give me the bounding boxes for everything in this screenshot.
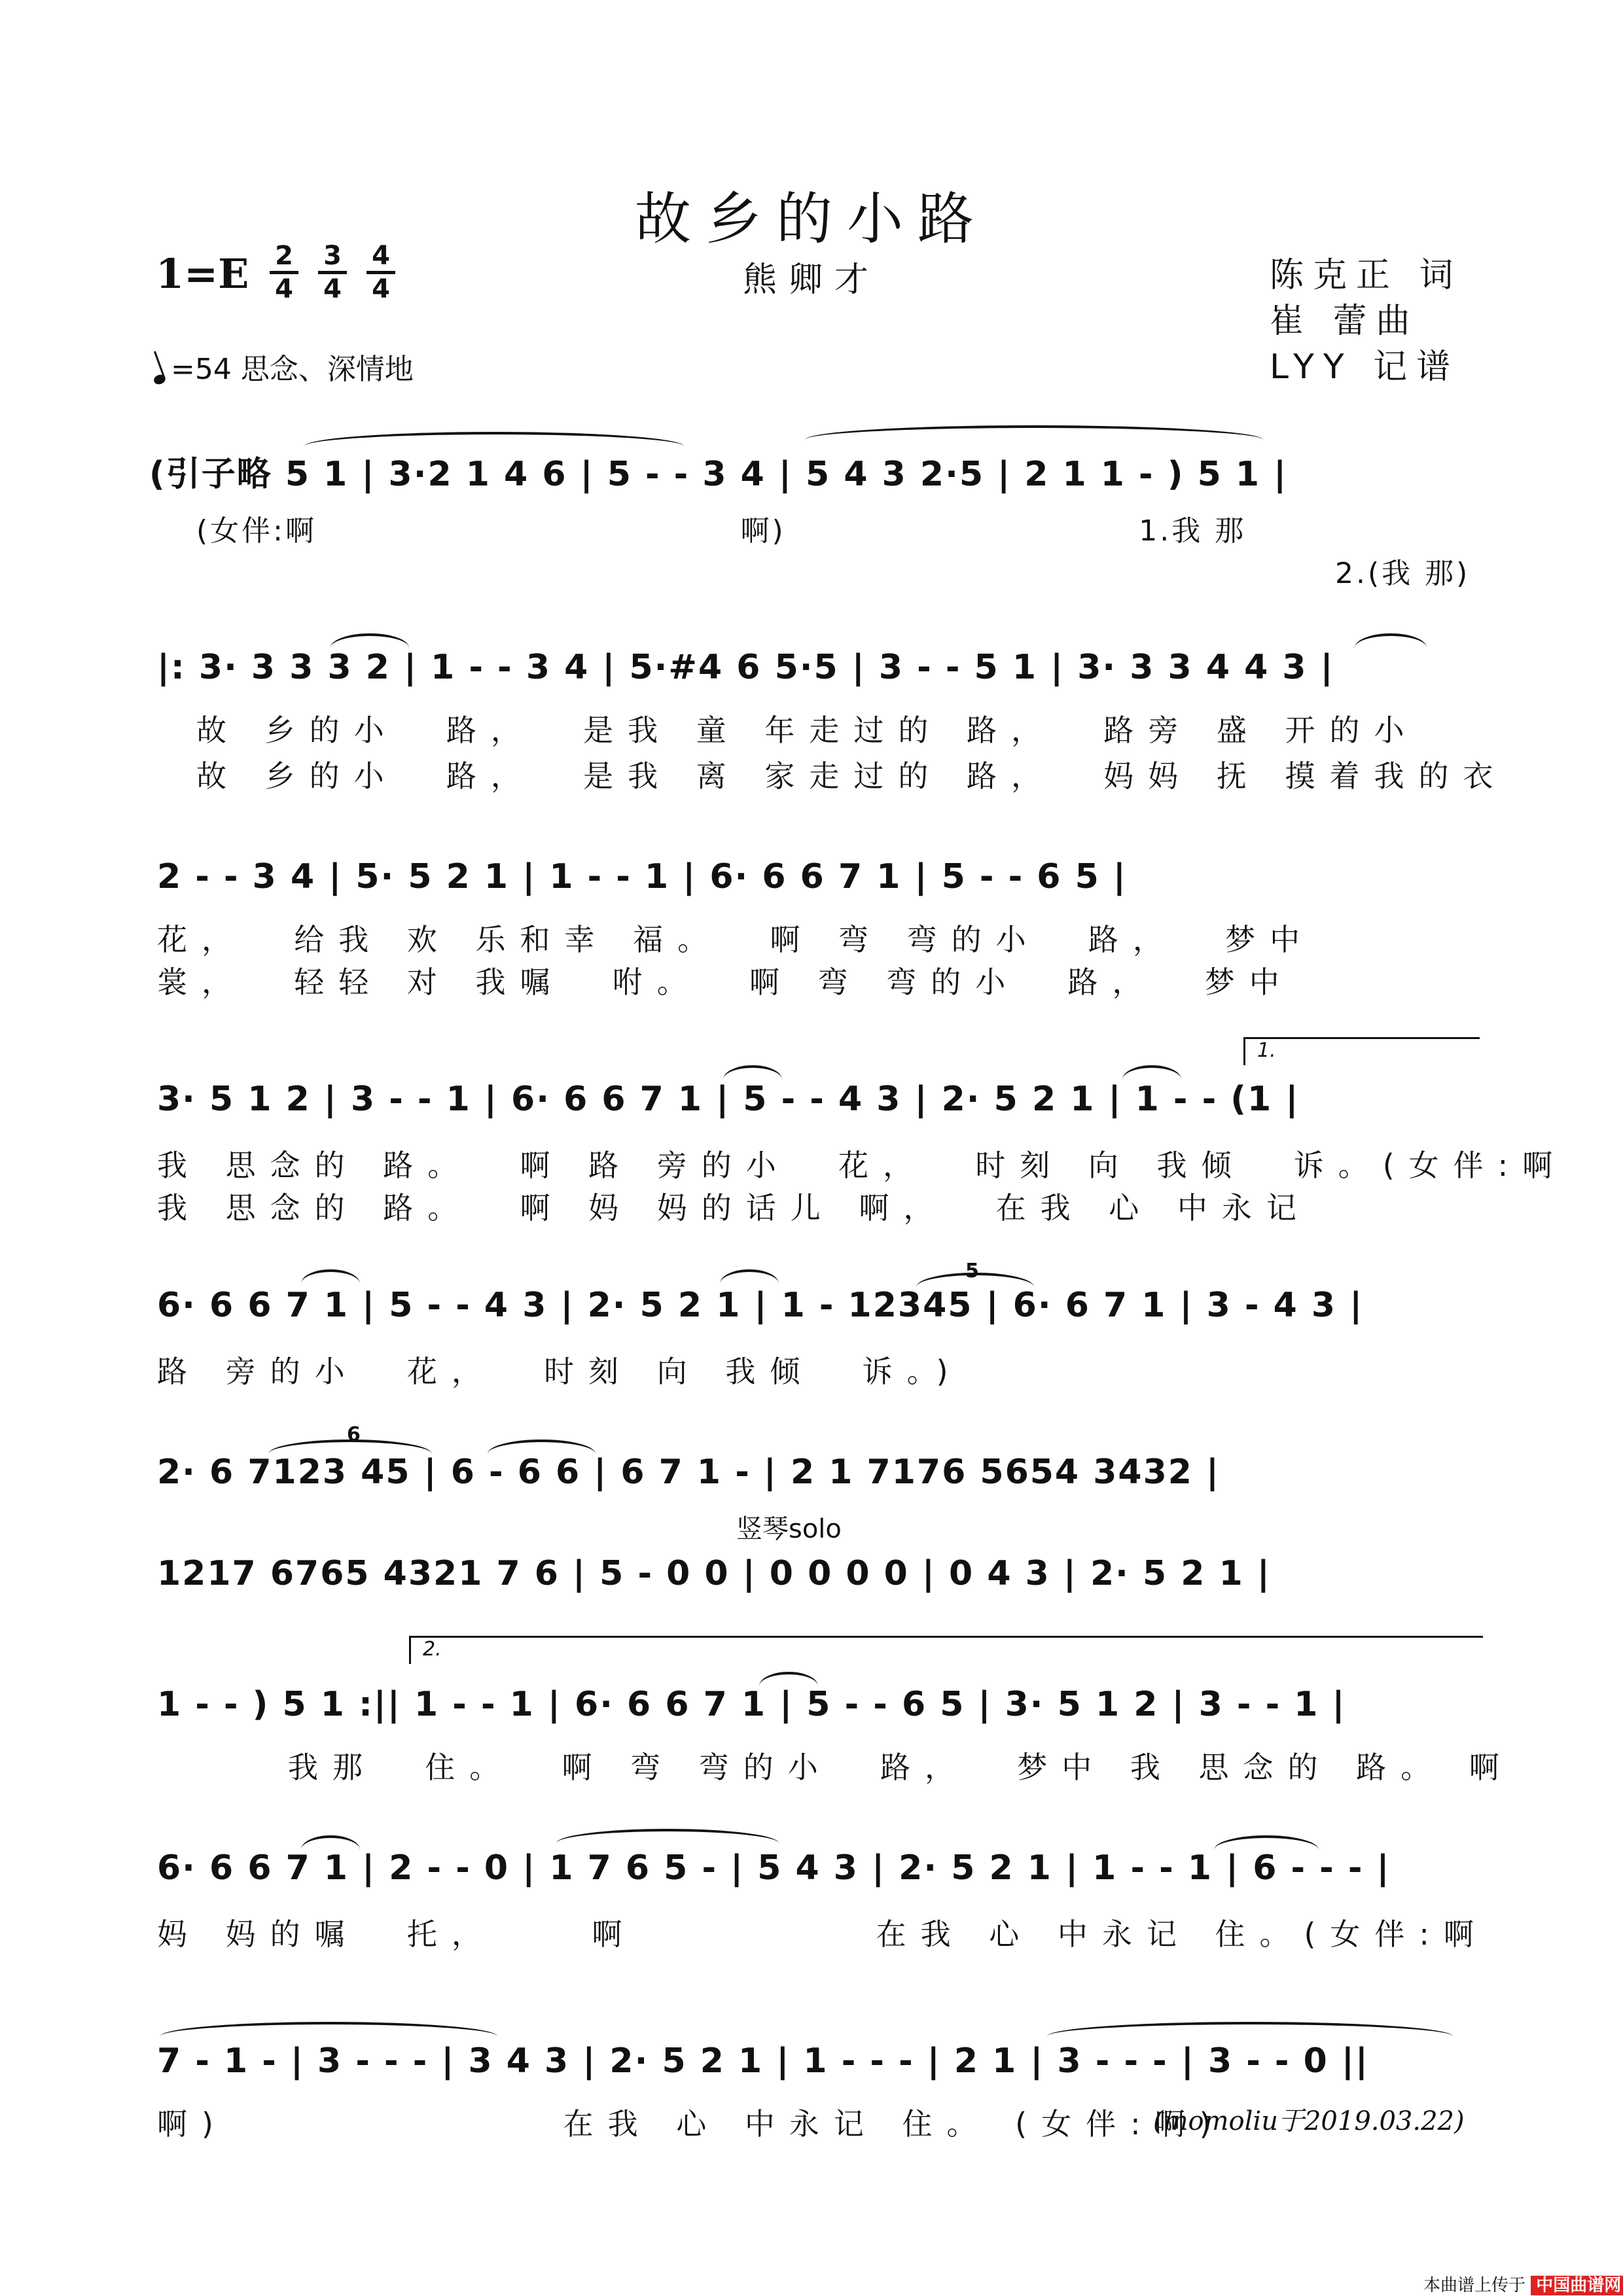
site-logo: 中国曲谱网 <box>1531 2276 1623 2295</box>
lyricist-credit: 陈克正 词 <box>1270 256 1463 295</box>
lyric-row-3b: 裳， 轻轻 对 我嘱 咐。 啊 弯 弯的小 路， 梦中 <box>157 964 1294 1000</box>
slur <box>720 1269 779 1284</box>
footer-text: 本曲谱上传于 <box>1423 2276 1526 2295</box>
slur <box>1047 2022 1453 2036</box>
lyric-row-9: 妈 妈的嘱 托， 啊 在我 心 中永记 住。(女伴:啊 <box>157 1916 1488 1952</box>
transcriber-credit: LYY 记谱 <box>1270 347 1460 387</box>
footer <box>1423 2272 1623 2296</box>
slur <box>759 1672 818 1686</box>
lyric-row-2b: 故 乡的小 路， 是我 离 家走过的 路， 妈妈 抚 摸着我的衣 <box>196 758 1508 794</box>
staff-row-2: |: 3· 3 3 3 2 | 1 - - 3 4 | 5·#4 6 5·5 | 3 - - 5 1 | 3· 3 3 4 4 3 | <box>157 648 1334 687</box>
slur <box>1355 633 1427 648</box>
lyric-row-1b: 2.(我 那) <box>1335 557 1471 590</box>
volta-bracket-2: 2. <box>409 1636 1483 1664</box>
staff-row-9: 6· 6 6 7 1 | 2 - - 0 | 1 7 6 5 - | 5 4 3 | 2· 5 2 1 | 1 - - 1 | 6 - - - | <box>157 1848 1391 1888</box>
staff-row-5: 6· 6 6 7 1 | 5 - - 4 3 | 2· 5 2 1 | 1 - 12345 | 6· 6 7 1 | 3 - 4 3 | <box>157 1286 1364 1325</box>
slur <box>301 1835 360 1850</box>
slur <box>916 1273 1034 1287</box>
instrument-label: 竖琴solo <box>736 1514 842 1544</box>
lyric-row-1a: (女伴:啊 啊) 1.我 那 <box>196 514 1247 548</box>
lyric-row-3a: 花， 给我 欢 乐和幸 福。 啊 弯 弯的小 路， 梦中 <box>157 922 1315 957</box>
quarter-note-icon <box>152 373 167 385</box>
tempo-marking <box>154 345 414 387</box>
slur <box>330 633 409 648</box>
lyric-row-4b: 我 思念的 路。 啊 妈 妈的话儿 啊， 在我 心 中永记 <box>157 1190 1311 1226</box>
composer-credit: 崔 蕾曲 <box>1270 302 1419 341</box>
slur <box>160 2022 497 2036</box>
slur <box>556 1829 779 1843</box>
slur <box>1122 1065 1181 1080</box>
staff-row-10: 7 - 1 - | 3 - - - | 3 4 3 | 2· 5 2 1 | 1 - - - | 2 1 | 3 - - - | 3 - - 0 || <box>157 2041 1369 2081</box>
staff-row-3: 2 - - 3 4 | 5· 5 2 1 | 1 - - 1 | 6· 6 6 7 1 | 5 - - 6 5 | <box>157 857 1127 896</box>
lyric-row-4a: 我 思念的 路。 啊 路 旁的小 花， 时刻 向 我倾 诉。(女伴:啊 <box>157 1148 1567 1183</box>
lyric-row-2a: 故 乡的小 路， 是我 童 年走过的 路， 路旁 盛 开的小 <box>196 713 1419 748</box>
slur <box>805 425 1263 440</box>
tuplet-number: 6 <box>347 1423 361 1446</box>
slur <box>268 1439 432 1454</box>
lyric-row-10: 啊) 在我 心 中永记 住。 (女伴:啊) <box>157 2106 1226 2142</box>
staff-row-4: 3· 5 1 2 | 3 - - 1 | 6· 6 6 7 1 | 5 - - 4 3 | 2· 5 2 1 | 1 - - (1 | <box>157 1080 1300 1119</box>
slur <box>304 432 684 446</box>
slur <box>723 1065 782 1080</box>
slur <box>301 1269 360 1284</box>
staff-row-1: (引子略 5 1 | 3·2 1 4 6 | 5 - - 3 4 | 5 4 3 2·5 | 2 1 1 - ) 5 1 | <box>149 455 1288 494</box>
slur <box>1214 1835 1319 1850</box>
tuplet-number: 5 <box>965 1260 979 1282</box>
staff-row-6: 2· 6 7123 45 | 6 - 6 6 | 6 7 1 - | 2 1 7176 5654 3432 | <box>157 1453 1221 1492</box>
page-title: 故乡的小路 <box>635 186 988 252</box>
slur <box>488 1439 596 1454</box>
time-signature: 3 4 <box>318 242 347 303</box>
lyric-row-5: 路 旁的小 花， 时刻 向 我倾 诉。) <box>157 1354 963 1389</box>
time-signature: 4 4 <box>366 242 395 303</box>
volta-bracket-1: 1. <box>1243 1037 1480 1065</box>
tempo-text: =54 思念、深情地 <box>171 353 414 386</box>
staff-row-8: 1 - - ) 5 1 :|| 1 - - 1 | 6· 6 6 7 1 | 5 - - 6 5 | 3· 5 1 2 | 3 - - 1 | <box>157 1685 1346 1724</box>
lyric-row-8: 我那 住。 啊 弯 弯的小 路， 梦中 我 思念的 路。 啊 <box>288 1750 1514 1785</box>
staff-row-7: 1217 6765 4321 7 6 | 5 - 0 0 | 0 0 0 0 | 0 4 3 | 2· 5 2 1 | <box>157 1554 1271 1593</box>
key-signature: 1=E <box>156 250 249 298</box>
singer-name: 熊卿才 <box>742 260 880 300</box>
time-signature: 2 4 <box>270 242 298 303</box>
signature: (momoliu于2019.03.22) <box>1153 2106 1465 2136</box>
